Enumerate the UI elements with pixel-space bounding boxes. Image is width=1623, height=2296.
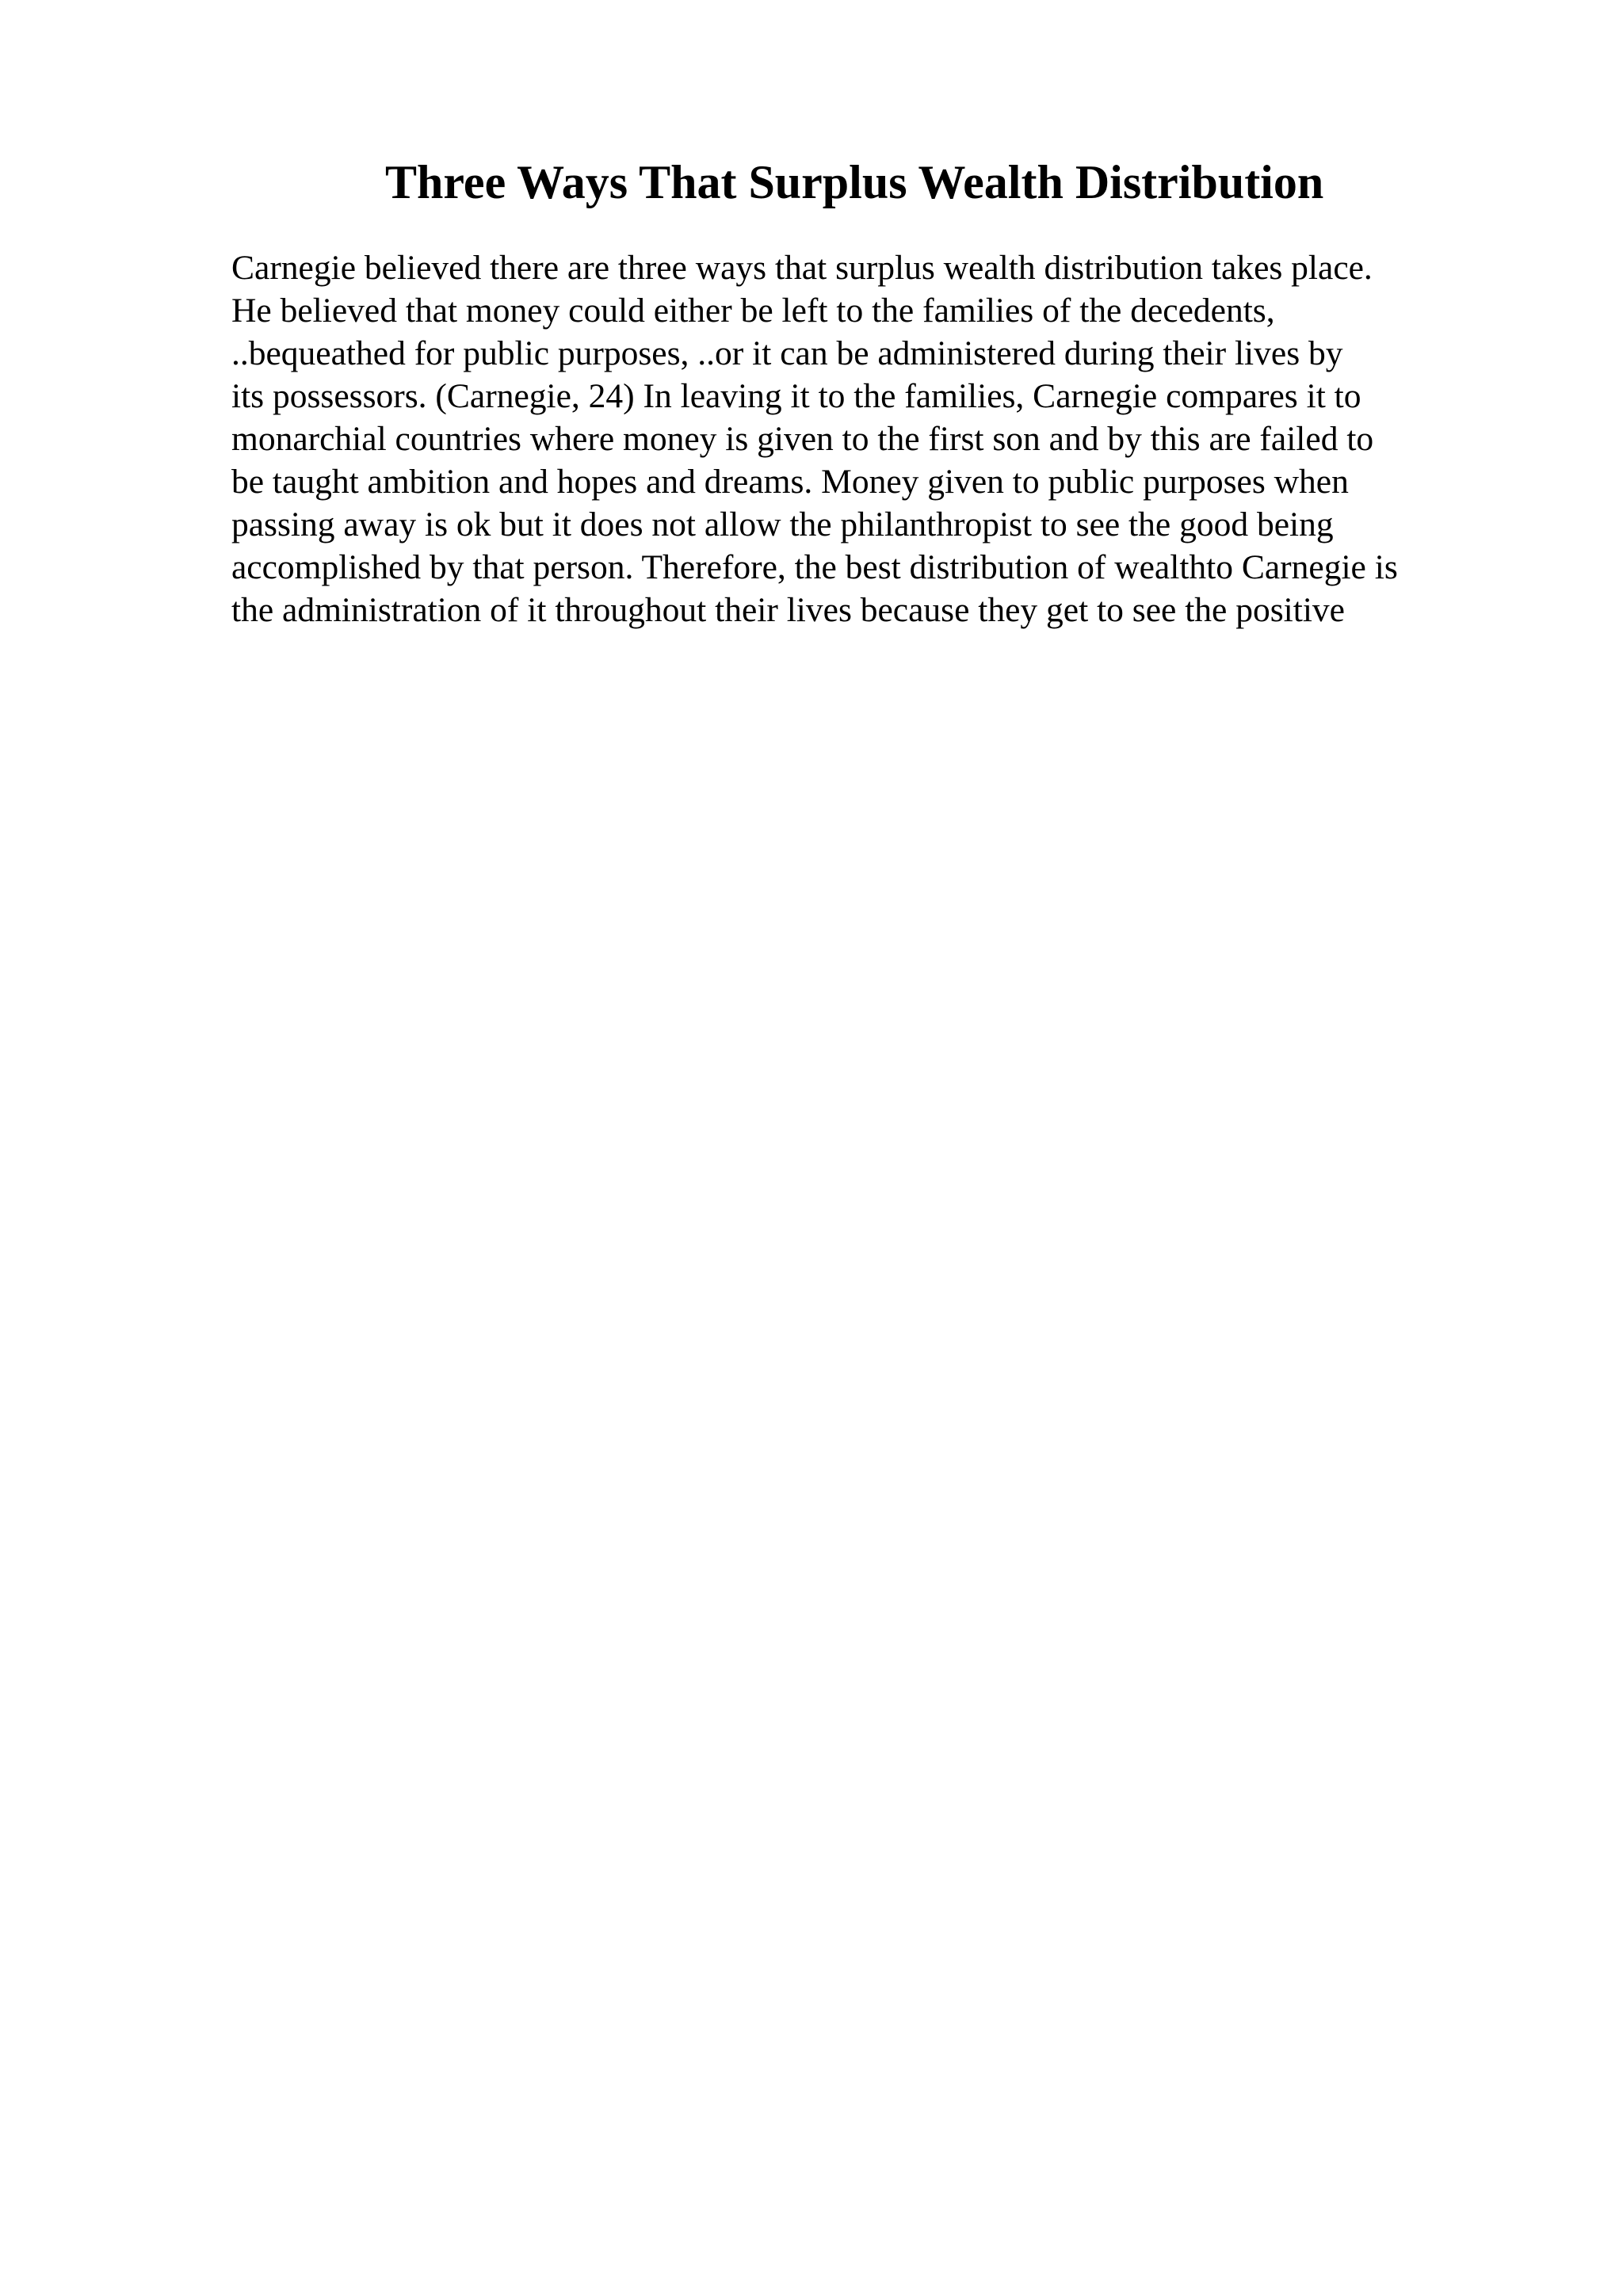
paragraph-line: He believed that money could either be left to the families of the decedents, — [231, 292, 1275, 330]
body-paragraph — [231, 246, 1499, 631]
paragraph-line: be taught ambition and hopes and dreams. Money given to public purposes when — [231, 463, 1349, 501]
paragraph-line: Carnegie believed there are three ways that surplus wealth distribution takes place. — [231, 249, 1373, 287]
paragraph-line: passing away is ok but it does not allow the philanthropist to see the good being — [231, 505, 1334, 543]
paragraph-line: the administration of it throughout their lives because they get to see the positive — [231, 591, 1345, 629]
paragraph-line: accomplished by that person. Therefore, the best distribution of wealthto Carnegie is — [231, 548, 1398, 586]
document-title: Three Ways That Surplus Wealth Distribution — [385, 156, 1324, 208]
paragraph-line: monarchial countries where money is given to the first son and by this are failed to — [231, 420, 1374, 458]
paragraph-line: ..bequeathed for public purposes, ..or it can be administered during their lives by — [231, 334, 1343, 372]
paragraph-line: its possessors. (Carnegie, 24) In leaving it to the families, Carnegie compares it to — [231, 377, 1361, 415]
